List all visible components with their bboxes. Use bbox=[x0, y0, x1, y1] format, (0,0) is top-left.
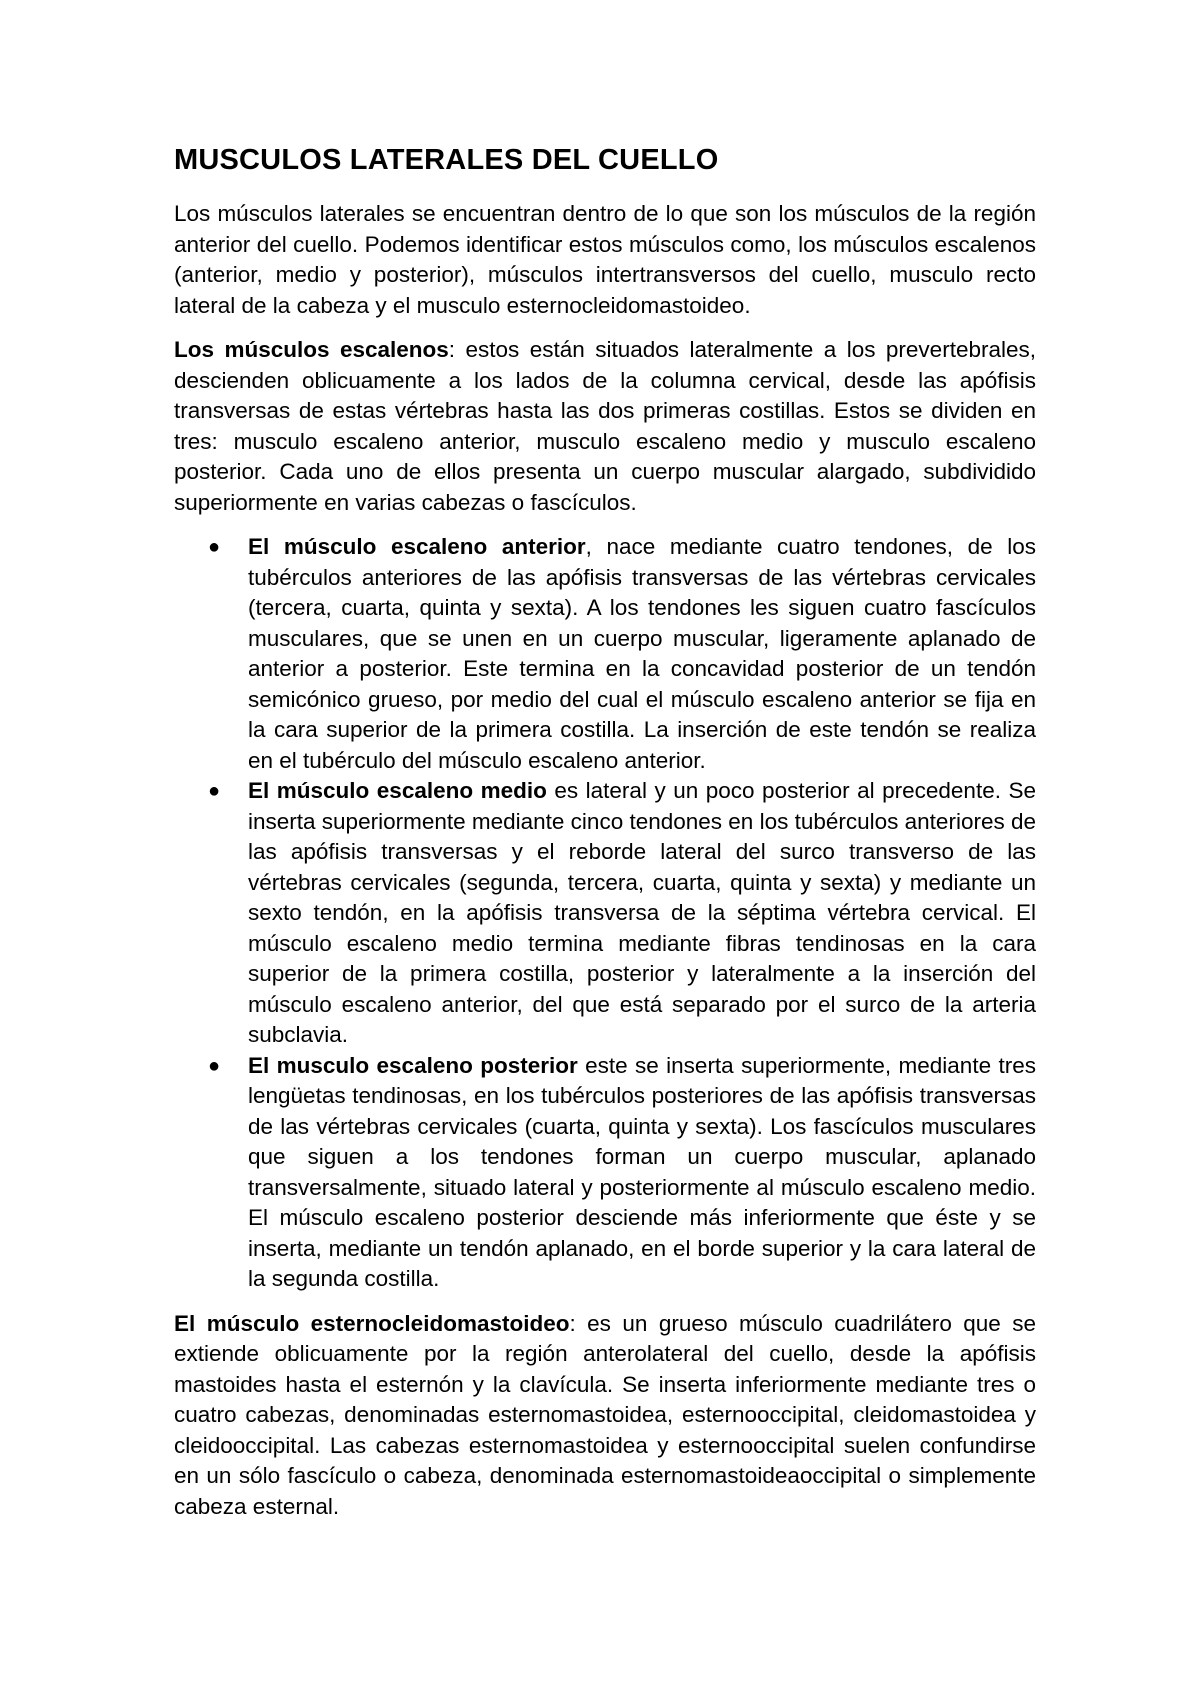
list-item-text: es lateral y un poco posterior al precedente. Se inserta superiormente mediante cinco tendones en los tubérculos anteriores de las apófisis transversas y el reborde lateral del surco transverso de las vértebras cervicales (segunda, tercera, cuarta, quinta y sexta) y mediante un sexto tendón, en la apófisis transversa de la séptima vértebra cervical. El músculo escaleno medio termina mediante fibras tendinosas en la cara superior de la primera costilla, posterior y lateralmente a la inserción del músculo escaleno anterior, del que está separado por el surco de la arteria subclavia. bbox=[248, 778, 1036, 1047]
document-body bbox=[174, 143, 1036, 1536]
document-title: MUSCULOS LATERALES DEL CUELLO bbox=[174, 144, 719, 176]
list-item-text: este se inserta superiormente, mediante tres lengüetas tendinosas, en los tubérculos posteriores de las apófisis transversas de las vértebras cervicales (cuarta, quinta y sexta). Los fascículos musculares que siguen a los tendones forman un cuerpo muscular, aplanado transversalmente, situado lateral y posteriormente al músculo escaleno medio. El músculo escaleno posterior desciende más inferiormente que éste y se inserta, mediante un tendón aplanado, en el borde superior y la cara lateral de la segunda costilla. bbox=[248, 1052, 1036, 1291]
esterno-text: : es un grueso músculo cuadrilátero que se extiende oblicuamente por la región anterolateral del cuello, desde la apófisis mastoides hasta el esternón y la clavícula. Se inserta inferiormente mediante tres o cuatro cabezas, denominadas esternomastoidea, esternooccipital, cleidomastoidea y cleidooccipital. Las cabezas esternomastoidea y esternooccipital suelen confundirse en un sólo fascículo o cabeza, denominada esternomastoideaoccipital o simplemente cabeza esternal. bbox=[174, 1310, 1037, 1519]
list-item-text: , nace mediante cuatro tendones, de los tubérculos anteriores de las apófisis transversas de las vértebras cervicales (tercera, cuarta, quinta y sexta). A los tendones les siguen cuatro fascículos musculares, que se unen en un cuerpo muscular, ligeramente aplanado de anterior a posterior. Este termina en la concavidad posterior de un tendón semicónico grueso, por medio del cual el músculo escaleno anterior se fija en la cara superior de la primera costilla. La inserción de este tendón se realiza en el tubérculo del músculo escaleno anterior. bbox=[248, 534, 1037, 773]
esterno-label: El músculo esternocleidomastoideo bbox=[174, 1310, 570, 1336]
escalenos-label: Los músculos escalenos bbox=[174, 337, 449, 362]
escalenos-text: : estos están situados lateralmente a los prevertebrales, descienden oblicuamente a los lados de la columna cervical, desde las apófisis transversas de estas vértebras hasta las dos primeras costillas. Estos se dividen en tres: musculo escaleno anterior, musculo escaleno medio y musculo escaleno posterior. Cada uno de ellos presenta un cuerpo muscular alargado, subdividido superiormente en varias cabezas o fascículos. bbox=[174, 337, 1036, 515]
esternocleidomastoideo-paragraph bbox=[174, 1309, 1036, 1523]
list-item-escaleno-posterior bbox=[174, 1051, 1036, 1295]
escalenos-list bbox=[174, 532, 1036, 1295]
list-item-label: El músculo escaleno anterior bbox=[248, 534, 586, 559]
bullet-icon: ● bbox=[208, 536, 221, 558]
list-item-label: El músculo escaleno medio bbox=[248, 778, 547, 803]
bullet-icon: ● bbox=[208, 1054, 221, 1077]
escalenos-paragraph bbox=[174, 335, 1036, 518]
bullet-icon: ● bbox=[208, 780, 221, 802]
list-item-escaleno-anterior bbox=[174, 532, 1036, 776]
intro-paragraph: Los músculos laterales se encuentran dentro de lo que son los músculos de la región anterior del cuello. Podemos identificar estos músculos como, los músculos escalenos (anterior, medio y posterior), músculos intertransversos del cuello, musculo recto lateral de la cabeza y el musculo esternocleidomastoideo. bbox=[174, 201, 1036, 318]
list-item-label: El musculo escaleno posterior bbox=[248, 1052, 578, 1078]
list-item-escaleno-medio bbox=[174, 776, 1036, 1051]
